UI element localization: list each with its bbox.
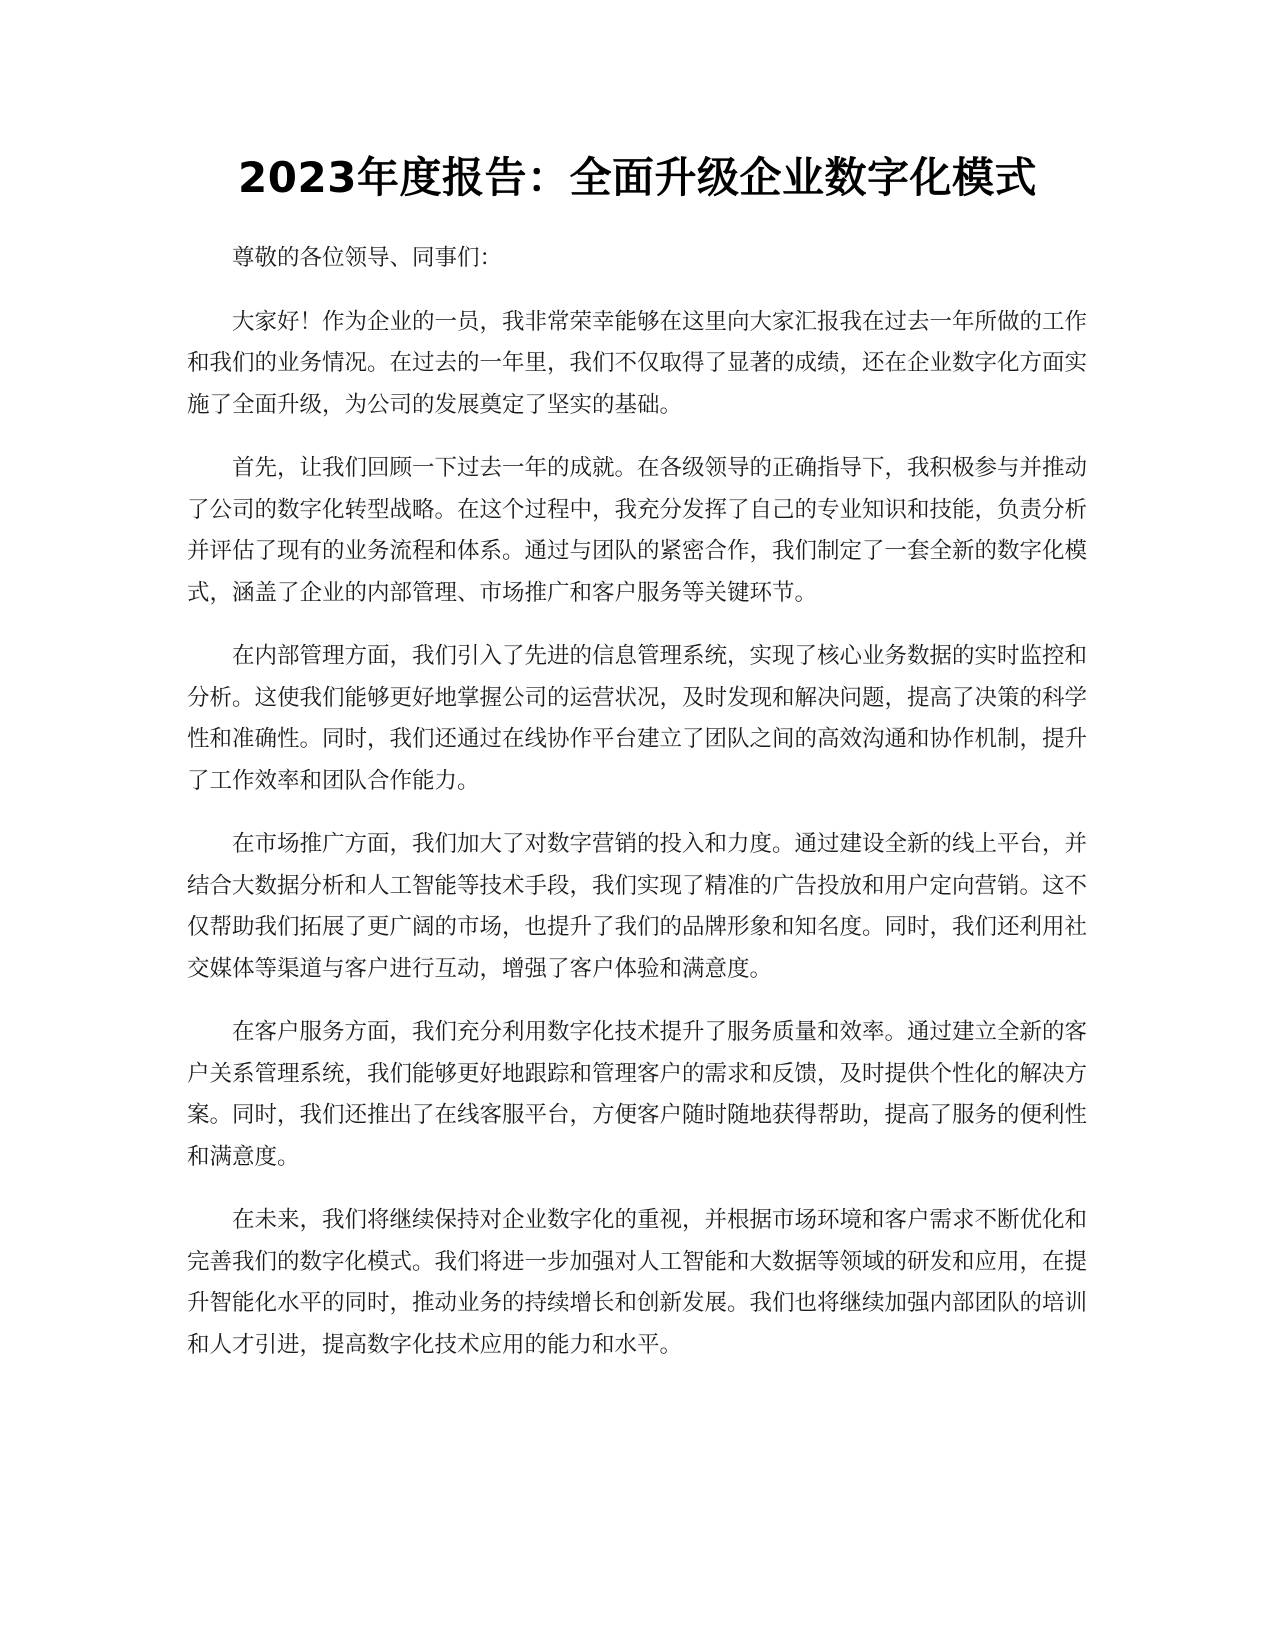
paragraph-customer-service: 在客户服务方面，我们充分利用数字化技术提升了服务质量和效率。通过建立全新的客户关系管理系统，我们能够更好地跟踪和管理客户的需求和反馈，及时提供个性化的解决方案。同时，我们还推出了在线客服平台，方便客户随时随地获得帮助，提高了服务的便利性和满意度。	[187, 1019, 1088, 1170]
paragraph-internal-management: 在内部管理方面，我们引入了先进的信息管理系统，实现了核心业务数据的实时监控和分析。这使我们能够更好地掌握公司的运营状况，及时发现和解决问题，提高了决策的科学性和准确性。同时，我们还通过在线协作平台建立了团队之间的高效沟通和协作机制，提升了工作效率和团队合作能力。	[187, 643, 1088, 794]
paragraph-marketing: 在市场推广方面，我们加大了对数字营销的投入和力度。通过建设全新的线上平台，并结合大数据分析和人工智能等技术手段，我们实现了精准的广告投放和用户定向营销。这不仅帮助我们拓展了更广阔的市场，也提升了我们的品牌形象和知名度。同时，我们还利用社交媒体等渠道与客户进行互动，增强了客户体验和满意度。	[187, 831, 1088, 982]
document-title: 2023年度报告：全面升级企业数字化模式	[238, 153, 1037, 202]
document-body	[187, 238, 1087, 1388]
paragraph-future: 在未来，我们将继续保持对企业数字化的重视，并根据市场环境和客户需求不断优化和完善我们的数字化模式。我们将进一步加强对人工智能和大数据等领域的研发和应用，在提升智能化水平的同时，推动业务的持续增长和创新发展。我们也将继续加强内部团队的培训和人才引进，提高数字化技术应用的能力和水平。	[187, 1207, 1088, 1358]
paragraph-salutation: 尊敬的各位领导、同事们：	[232, 245, 503, 271]
paragraph-greeting: 大家好！作为企业的一员，我非常荣幸能够在这里向大家汇报我在过去一年所做的工作和我们的业务情况。在过去的一年里，我们不仅取得了显著的成绩，还在企业数字化方面实施了全面升级，为公司的发展奠定了坚实的基础。	[187, 308, 1088, 418]
paragraph-achievements: 首先，让我们回顾一下过去一年的成就。在各级领导的正确指导下，我积极参与并推动了公司的数字化转型战略。在这个过程中，我充分发挥了自己的专业知识和技能，负责分析并评估了现有的业务流程和体系。通过与团队的紧密合作，我们制定了一套全新的数字化模式，涵盖了企业的内部管理、市场推广和客户服务等关键环节。	[187, 455, 1088, 606]
